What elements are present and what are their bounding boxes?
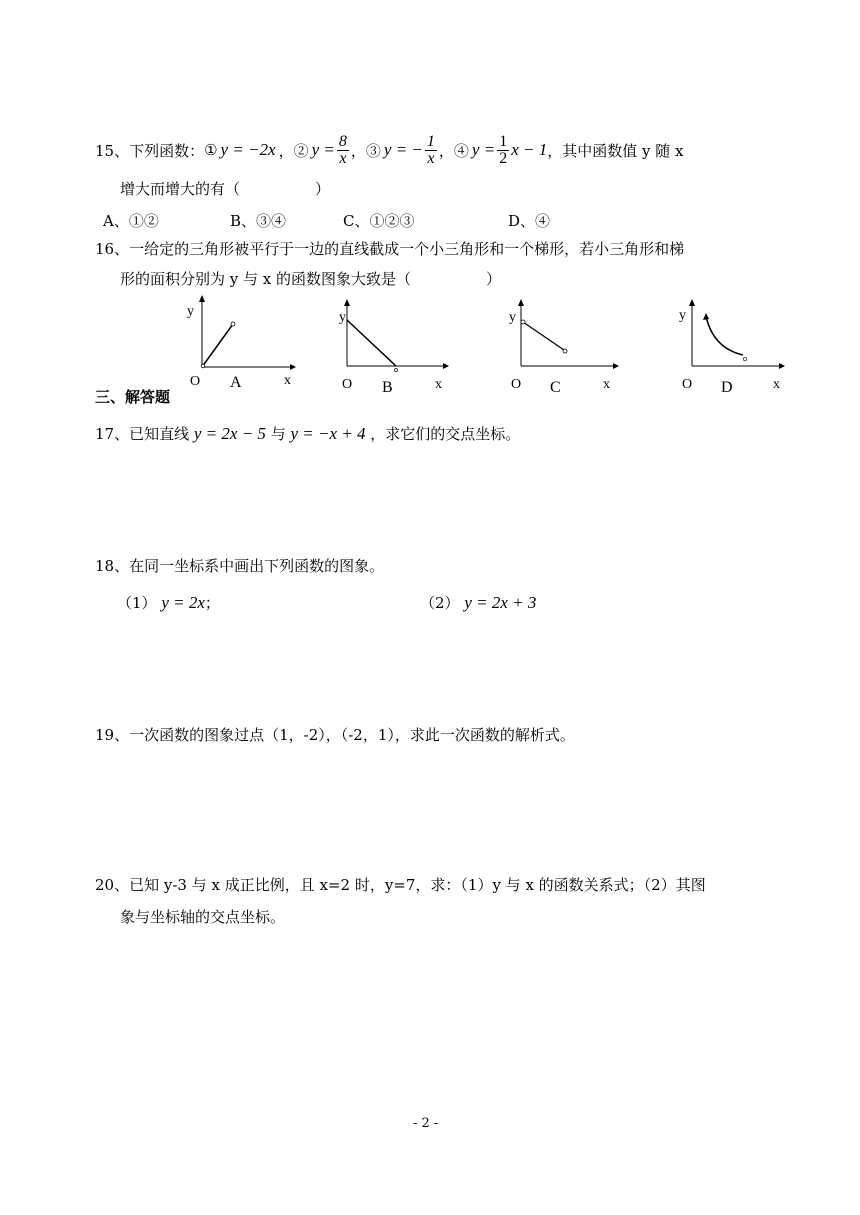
origin-label: O (511, 377, 522, 392)
q15-func4-frac (497, 134, 509, 167)
axis-x-label: x (773, 377, 780, 392)
axis-y-label: y (187, 304, 194, 319)
q16-graph-b (335, 296, 455, 396)
graph-letter: A (230, 374, 242, 391)
open-point (231, 322, 235, 326)
q16-graph-c (505, 296, 625, 396)
axis-y-label: y (339, 310, 346, 325)
q15-option-c: C、①②③ (343, 212, 415, 230)
q20-line1: 20、已知 y-3 与 x 成正比例，且 x=2 时，y=7，求：（1）y 与 x 的函数关系式；（2）其图 (95, 876, 706, 894)
origin-label: O (682, 377, 693, 392)
q15-tail: ，其中函数值 y 随 x (547, 141, 684, 160)
q15-func1: y = −2x (220, 140, 276, 159)
q15-func3-lhs: y = − (383, 140, 423, 159)
q17-post: ，求它们的交点坐标。 (370, 425, 521, 443)
q15-func2-lhs: y = (311, 140, 335, 159)
q18-line1: 18、在同一坐标系中画出下列函数的图象。 (95, 557, 385, 575)
q17-pre: 17、已知直线 (95, 425, 190, 443)
q16-graph-d (675, 296, 790, 396)
q15-number: 15、下列函数： (95, 141, 205, 160)
graph-b-line (347, 320, 396, 366)
q15-option-b: B、③④ (230, 212, 287, 230)
q15-option-d: D、④ (508, 212, 551, 230)
q15-option-a: A、①② (103, 212, 159, 230)
page-number: - 2 - (413, 1116, 439, 1131)
open-point (563, 349, 567, 353)
frac-numerator: 8 (338, 132, 347, 150)
open-point (521, 320, 525, 324)
q15-line2: 增大而增大的有（ ） (120, 180, 331, 198)
q17-func2: y = −x + 4 (290, 424, 366, 443)
q20-line2: 象与坐标轴的交点坐标。 (120, 908, 286, 926)
origin-label: O (190, 374, 201, 389)
frac-numerator: 1 (499, 132, 508, 150)
graph-a-line (202, 324, 233, 367)
q18-semicolon: ； (204, 594, 220, 612)
q17-mid: 与 (270, 425, 286, 443)
axis-x-label: x (435, 377, 442, 392)
frac-denominator: x (427, 149, 435, 167)
q15-choice1-mark: ① (204, 141, 218, 159)
axis-y-label: y (509, 310, 516, 325)
q18-func2: y = 2x + 3 (464, 593, 537, 612)
axis-y-label: y (679, 308, 686, 323)
q18-func1: y = 2x (161, 593, 205, 612)
frac-numerator: 1 (426, 132, 435, 150)
q17-func1: y = 2x − 5 (193, 424, 266, 443)
origin-label: O (342, 377, 353, 392)
q15-func4-lhs: y = (471, 140, 496, 159)
open-point (395, 369, 398, 372)
graph-letter: C (550, 379, 561, 396)
graph-d-curve (706, 316, 743, 355)
q18-part1-label: （1） (117, 594, 157, 612)
section-heading: 三、解答题 (95, 388, 171, 406)
q18-part1 (117, 592, 220, 613)
graph-c-line (523, 322, 564, 350)
q15-func3-frac (425, 134, 437, 167)
graph-letter: B (382, 379, 393, 396)
q15-func4-rhs: x − 1 (511, 140, 548, 159)
frac-denominator: x (339, 149, 347, 167)
q18-part2-label: （2） (420, 594, 460, 612)
q15-choice4-mark: ，④ (438, 141, 469, 160)
q18-part2 (420, 592, 536, 613)
q15-func2-frac (337, 134, 349, 167)
axis-x-label: x (284, 373, 291, 388)
open-point (201, 364, 205, 368)
q16-line2: 形的面积分别为 y 与 x 的函数图象大致是（ ） (120, 270, 502, 288)
graph-letter: D (721, 379, 733, 396)
open-point (743, 357, 747, 361)
frac-denominator: 2 (499, 149, 508, 167)
q15-choice3-mark: ，③ (350, 141, 381, 160)
axis-x-label: x (603, 377, 610, 392)
q19: 19、一次函数的图象过点（1，-2），（-2，1），求此一次函数的解析式。 (95, 726, 575, 744)
q15-choice2-mark: ，② (278, 141, 309, 160)
q16-graph-a (180, 292, 300, 392)
q17 (95, 423, 520, 444)
q16-line1: 16、一给定的三角形被平行于一边的直线截成一个小三角形和一个梯形，若小三角形和梯 (95, 240, 685, 258)
q15-line1 (95, 130, 683, 170)
